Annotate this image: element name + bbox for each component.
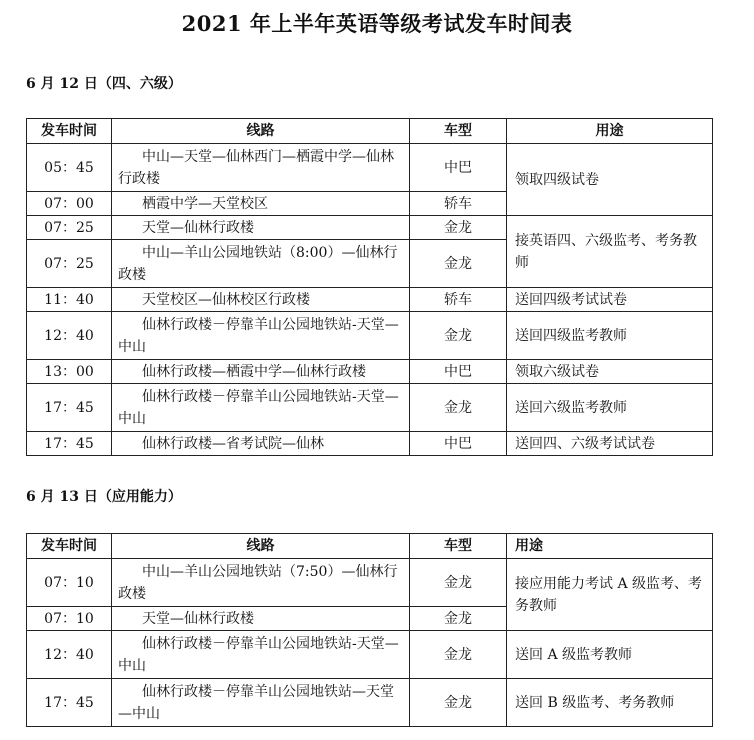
route: 栖霞中学—天堂校区 <box>142 195 268 212</box>
route: 天堂—仙林行政楼 <box>142 610 254 627</box>
table-row <box>27 559 713 607</box>
route: 仙林行政楼—栖霞中学—仙林行政楼 <box>142 363 366 380</box>
route: 中山—羊山公园地铁站（7:50）—仙林行政楼 <box>118 563 398 602</box>
departure-time: 07：00 <box>27 192 112 216</box>
table-row <box>27 631 713 679</box>
route: 仙林行政楼－停靠羊山公园地铁站-天堂—中山 <box>118 635 399 674</box>
table-row <box>27 288 713 312</box>
vehicle-type: 金龙 <box>410 631 507 679</box>
departure-time: 12：40 <box>27 312 112 360</box>
purpose: 接英语四、六级监考、考务教师 <box>507 216 713 288</box>
route: 仙林行政楼—省考试院—仙林 <box>142 435 324 452</box>
route: 天堂—仙林行政楼 <box>142 219 254 236</box>
departure-time: 13：00 <box>27 360 112 384</box>
departure-time: 07：10 <box>27 559 112 607</box>
route: 仙林行政楼－停靠羊山公园地铁站-天堂—中山 <box>118 316 399 355</box>
header-vehicle: 车型 <box>410 534 507 559</box>
vehicle-type: 中巴 <box>410 360 507 384</box>
vehicle-type: 金龙 <box>410 312 507 360</box>
header-time: 发车时间 <box>27 534 112 559</box>
header-purpose: 用途 <box>507 119 713 144</box>
departure-time: 17：45 <box>27 432 112 456</box>
purpose: 领取六级试卷 <box>507 360 713 384</box>
route: 天堂校区—仙林校区行政楼 <box>142 291 310 308</box>
purpose: 送回六级监考教师 <box>507 384 713 432</box>
departure-time: 17：45 <box>27 384 112 432</box>
table-row <box>27 312 713 360</box>
route: 中山—天堂—仙林西门—栖霞中学—仙林行政楼 <box>118 148 394 187</box>
purpose: 送回 B 级监考、考务教师 <box>507 679 713 727</box>
departure-time: 17：45 <box>27 679 112 727</box>
table-row <box>27 144 713 192</box>
route: 中山—羊山公园地铁站（8:00）—仙林行政楼 <box>118 244 398 283</box>
departure-time: 07：25 <box>27 240 112 288</box>
purpose: 送回 A 级监考教师 <box>507 631 713 679</box>
table-row <box>27 384 713 432</box>
vehicle-type: 中巴 <box>410 432 507 456</box>
section-2-title: 6 月 13 日（应用能力） <box>26 489 182 505</box>
departure-time: 05：45 <box>27 144 112 192</box>
header-route: 线路 <box>112 534 410 559</box>
table-header-row <box>27 119 713 144</box>
vehicle-type: 轿车 <box>410 288 507 312</box>
route: 仙林行政楼－停靠羊山公园地铁站—天堂—中山 <box>118 683 394 722</box>
departure-time: 07：25 <box>27 216 112 240</box>
header-time: 发车时间 <box>27 119 112 144</box>
vehicle-type: 金龙 <box>410 679 507 727</box>
vehicle-type: 金龙 <box>410 240 507 288</box>
vehicle-type: 轿车 <box>410 192 507 216</box>
schedule-table-june-12 <box>26 118 713 456</box>
vehicle-type: 金龙 <box>410 216 507 240</box>
section-1-title: 6 月 12 日（四、六级） <box>26 76 182 92</box>
vehicle-type: 金龙 <box>410 384 507 432</box>
vehicle-type: 金龙 <box>410 559 507 607</box>
page-title: 2021 年上半年英语等级考试发车时间表 <box>181 11 573 36</box>
route: 仙林行政楼－停靠羊山公园地铁站-天堂—中山 <box>118 388 399 427</box>
schedule-table-june-13 <box>26 533 713 727</box>
table-header-row <box>27 534 713 559</box>
table-row <box>27 216 713 240</box>
departure-time: 12：40 <box>27 631 112 679</box>
header-purpose: 用途 <box>507 534 713 559</box>
table-row <box>27 432 713 456</box>
header-route: 线路 <box>112 119 410 144</box>
vehicle-type: 金龙 <box>410 607 507 631</box>
departure-time: 07：10 <box>27 607 112 631</box>
vehicle-type: 中巴 <box>410 144 507 192</box>
departure-time: 11：40 <box>27 288 112 312</box>
table-row <box>27 679 713 727</box>
purpose: 送回四级考试试卷 <box>507 288 713 312</box>
purpose: 接应用能力考试 A 级监考、考务教师 <box>507 559 713 631</box>
purpose: 领取四级试卷 <box>507 144 713 216</box>
header-vehicle: 车型 <box>410 119 507 144</box>
table-row <box>27 360 713 384</box>
purpose: 送回四、六级考试试卷 <box>507 432 713 456</box>
purpose: 送回四级监考教师 <box>507 312 713 360</box>
